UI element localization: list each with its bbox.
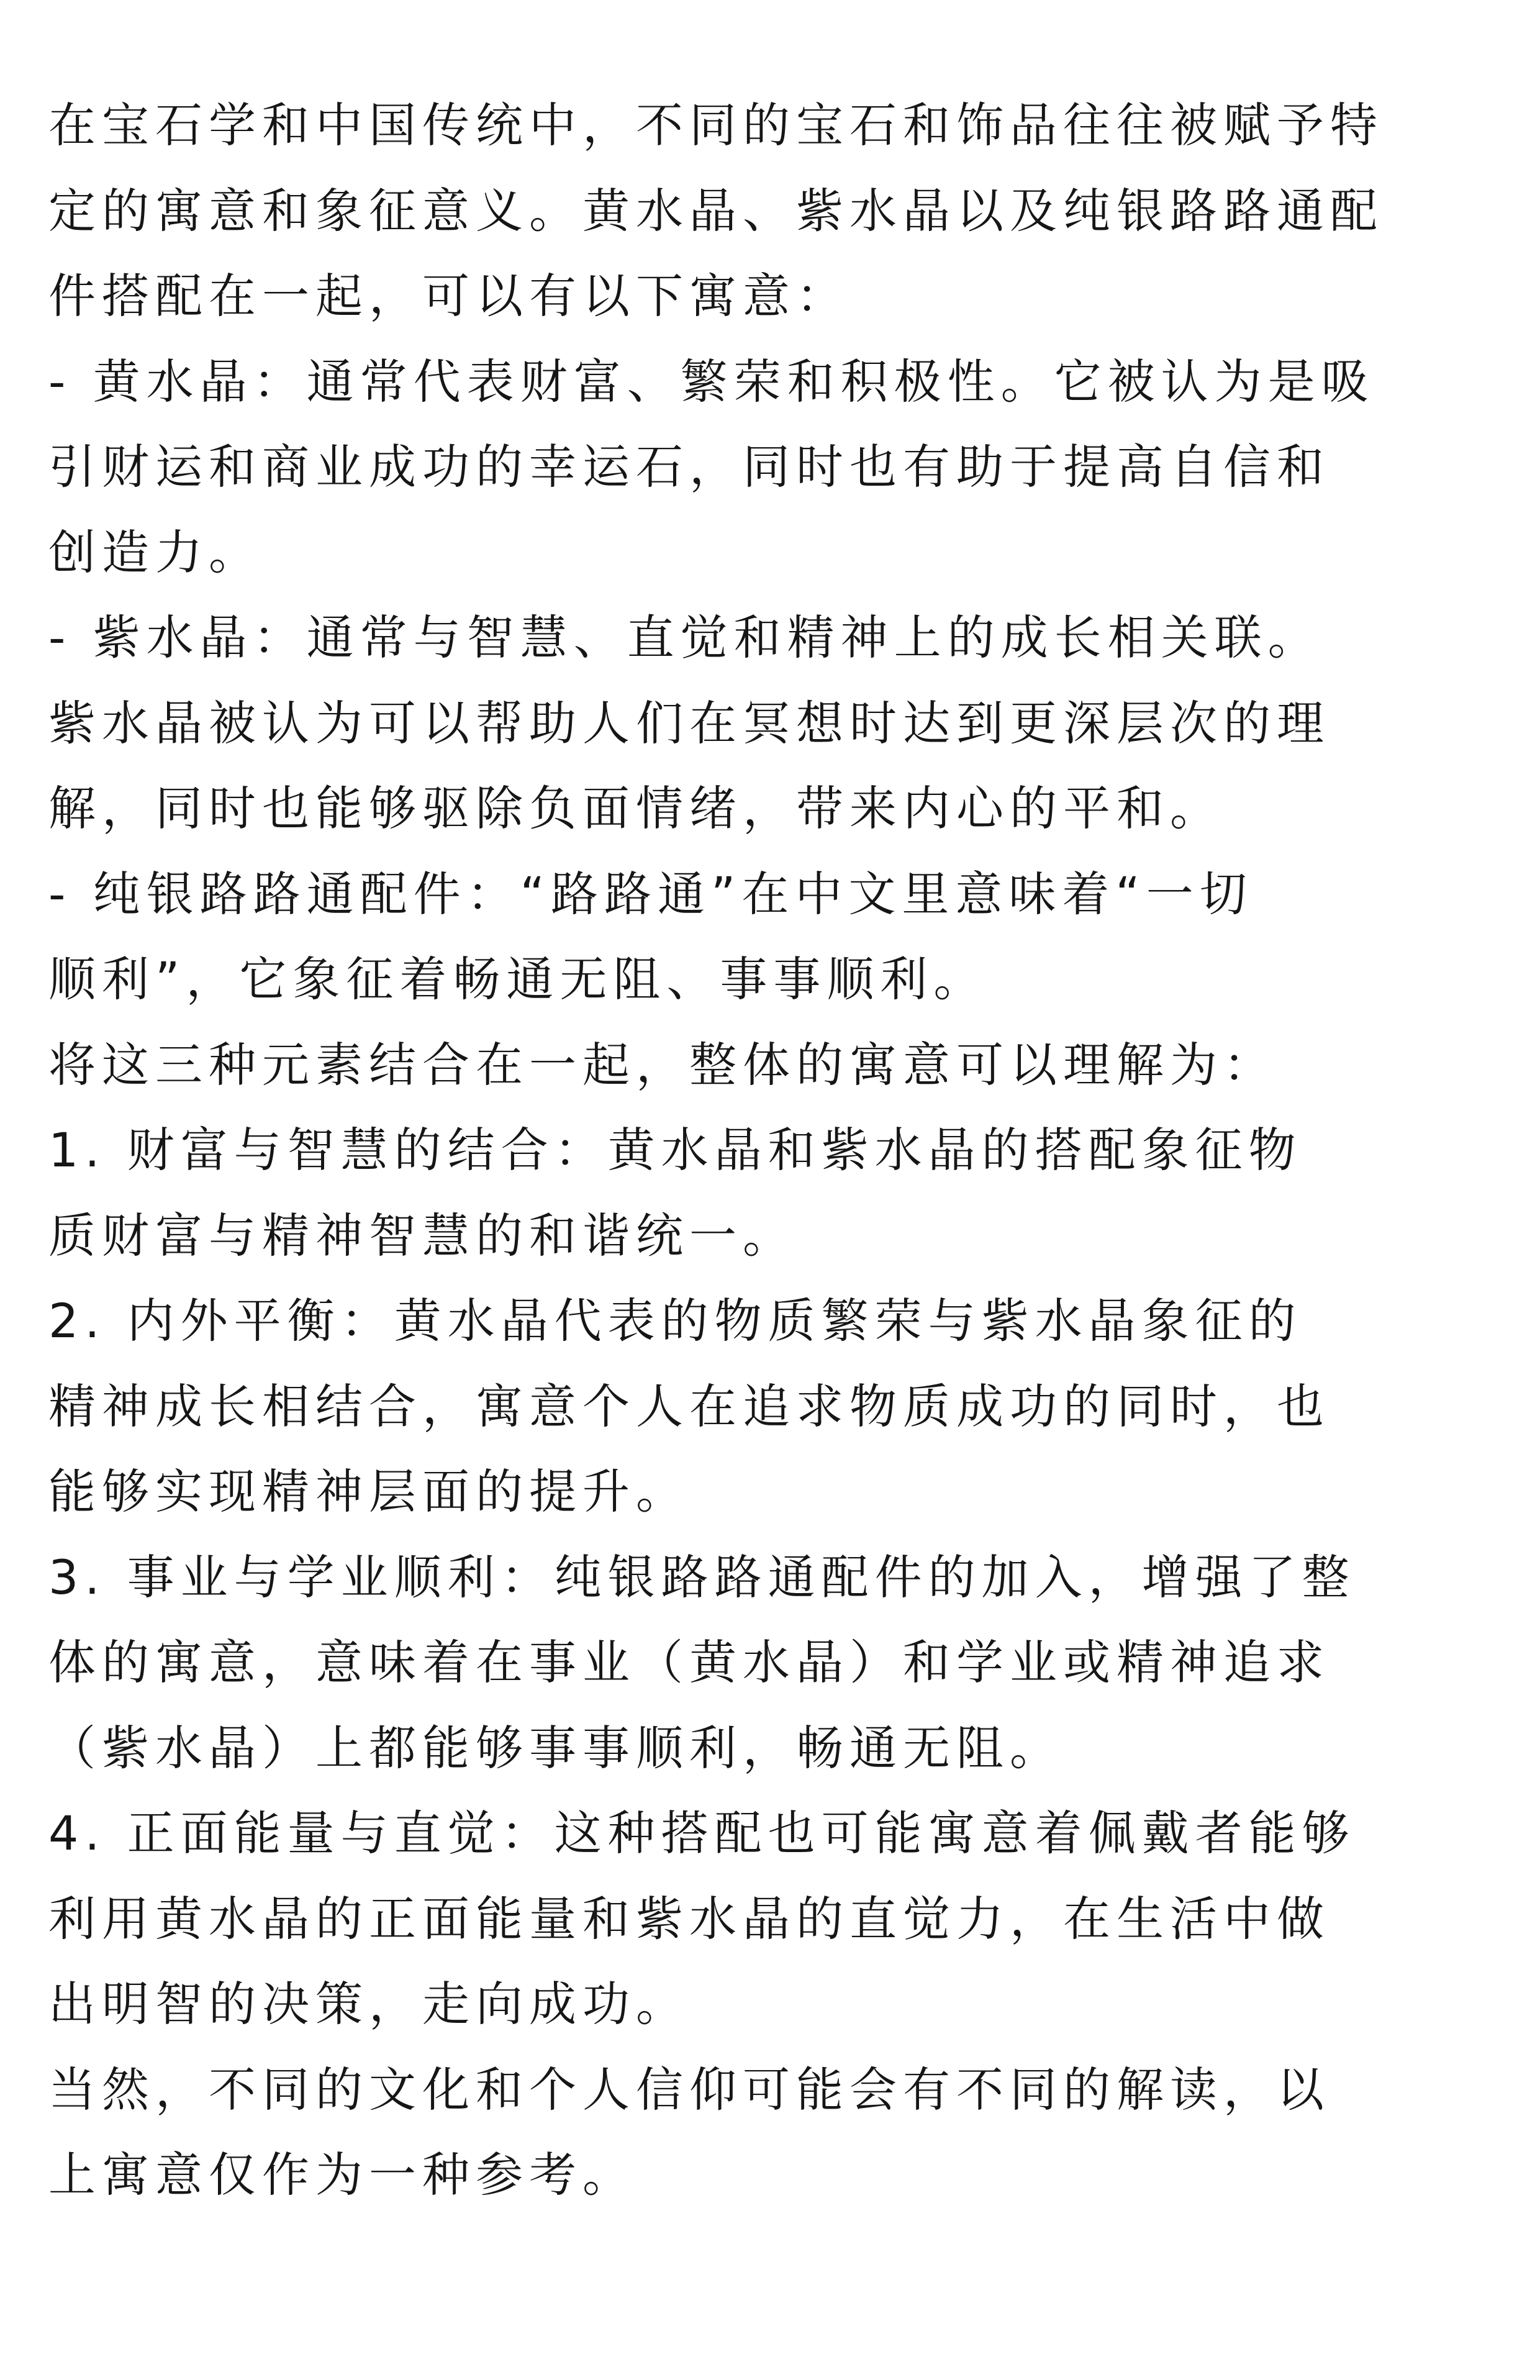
text-line: 精神成长相结合，寓意个人在追求物质成功的同时，也: [48, 1378, 1330, 1434]
text-line: 利用黄水晶的正面能量和紫水晶的直觉力，在生活中做: [48, 1891, 1330, 1946]
text-line: 当然，不同的文化和个人信仰可能会有不同的解读，以: [48, 2061, 1330, 2117]
text-line: 能够实现精神层面的提升。: [48, 1464, 689, 1519]
text-line: 引财运和商业成功的幸运石，同时也有助于提高自信和: [48, 439, 1330, 494]
text-line: 将这三种元素结合在一起，整体的寓意可以理解为：: [48, 1037, 1277, 1092]
text-line: 4. 正面能量与直觉：这种搭配也可能寓意着佩戴者能够: [48, 1805, 1356, 1861]
text-line: 创造力。: [48, 524, 262, 580]
text-line: （紫水晶）上都能够事事顺利，畅通无阻。: [48, 1720, 1063, 1776]
text-line: 顺利”，它象征着畅通无阻、事事顺利。: [48, 952, 987, 1007]
text-line: 体的寓意，意味着在事业（黄水晶）和学业或精神追求: [48, 1635, 1330, 1690]
text-line: 在宝石学和中国传统中，不同的宝石和饰品往往被赋予特: [48, 98, 1384, 153]
text-line: 解，同时也能够驱除负面情绪，带来内心的平和。: [48, 781, 1223, 836]
text-line: 质财富与精神智慧的和谐统一。: [48, 1207, 796, 1263]
text-line: - 纯银路路通配件：“路路通”在中文里意味着“一切: [48, 866, 1253, 922]
text-line: 紫水晶被认为可以帮助人们在冥想时达到更深层次的理: [48, 695, 1330, 751]
document-body: [48, 83, 1514, 2218]
text-line: 件搭配在一起，可以有以下寓意：: [48, 268, 849, 324]
text-line: 2. 内外平衡：黄水晶代表的物质繁荣与紫水晶象征的: [48, 1293, 1302, 1348]
text-line: - 黄水晶：通常代表财富、繁荣和积极性。它被认为是吸: [48, 353, 1375, 409]
text-line: 3. 事业与学业顺利：纯银路路通配件的加入，增强了整: [48, 1549, 1356, 1605]
text-line: 定的寓意和象征意义。黄水晶、紫水晶以及纯银路路通配: [48, 183, 1384, 238]
text-line: - 紫水晶：通常与智慧、直觉和精神上的成长相关联。: [48, 610, 1321, 665]
text-line: 出明智的决策，走向成功。: [48, 1976, 689, 2032]
text-line: 1. 财富与智慧的结合：黄水晶和紫水晶的搭配象征物: [48, 1122, 1302, 1178]
text-line: 上寓意仅作为一种参考。: [48, 2147, 636, 2202]
